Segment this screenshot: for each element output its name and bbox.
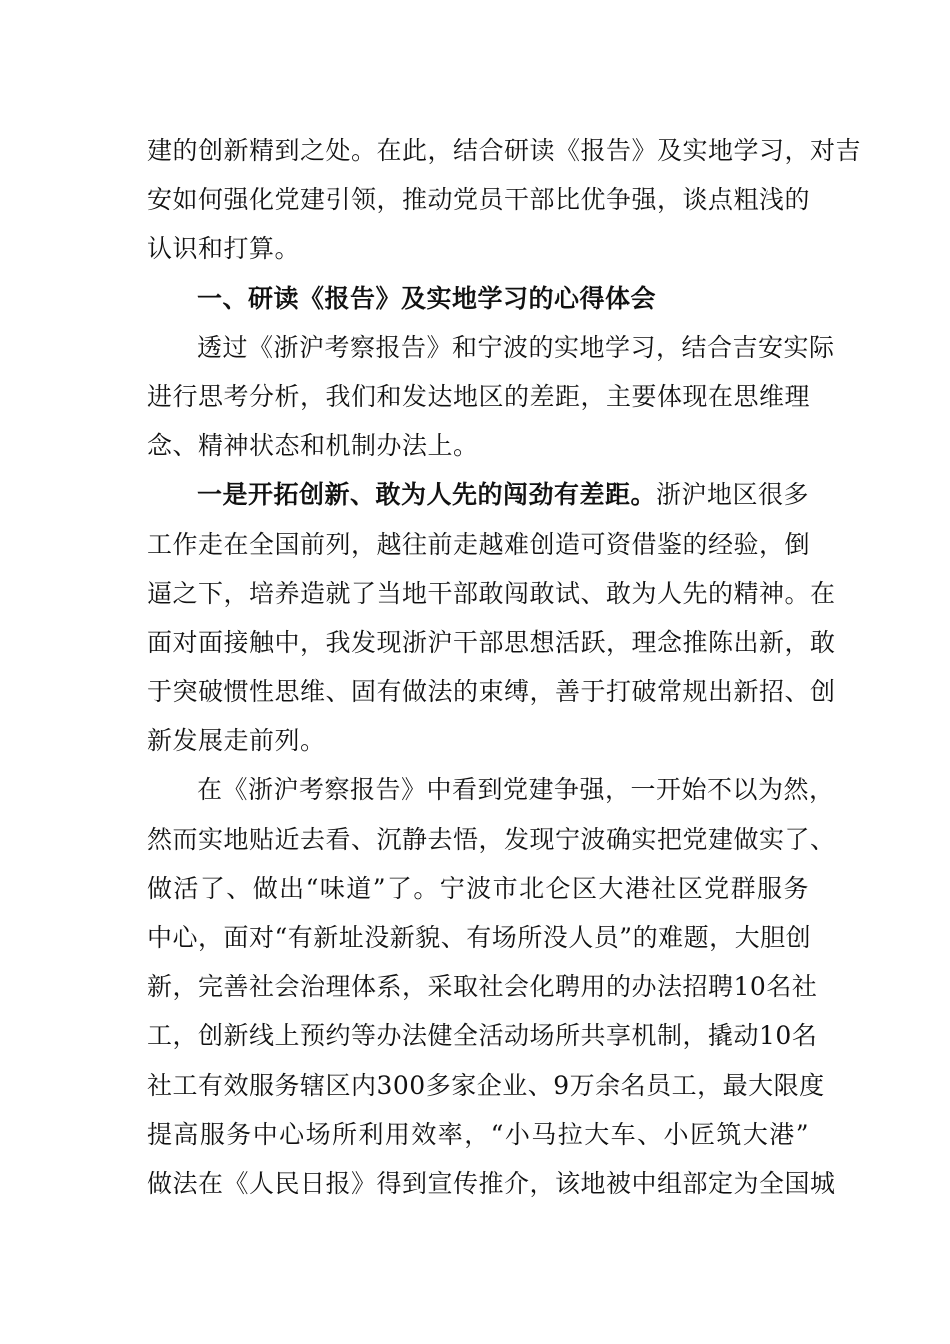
text-line: 做法在《人民日报》得到宣传推介，该地被中组部定为全国城 — [147, 1168, 836, 1198]
text-line: 提高服务中心场所利用效率，“小马拉大车、小匠筑大港” — [147, 1119, 809, 1149]
paragraph-innovation — [147, 470, 836, 765]
text-line — [147, 470, 809, 519]
text-line: 在《浙沪考察报告》中看到党建争强，一开始不以为然， — [197, 775, 835, 805]
text-line: 于突破惯性思维、固有做法的束缚，善于打破常规出新招、创 — [147, 677, 836, 707]
text-line: 新发展走前列。 — [147, 726, 326, 756]
text-line: 念、精神状态和机制办法上。 — [147, 431, 479, 461]
paragraph-intro — [147, 126, 862, 274]
text-line: 中心，面对“有新址没新貌、有场所没人员”的难题，大胆创 — [147, 923, 812, 952]
section-heading: 一、研读《报告》及实地学习的心得体会 — [197, 283, 657, 313]
text-line: 面对面接触中，我发现浙沪干部思想活跃，理念推陈出新，敢 — [147, 627, 836, 657]
text-line: 工，创新线上预约等办法健全活动场所共享机制，撬动10名 — [147, 1021, 818, 1051]
text-line: 工作走在全国前列，越往前走越难创造可资借鉴的经验，倒 — [147, 529, 811, 559]
text-line: 建的创新精到之处。在此，结合研读《报告》及实地学习，对吉 — [147, 136, 862, 165]
text-line: 新，完善社会治理体系，采取社会化聘用的办法招聘10名社 — [147, 972, 818, 1002]
text-line: 透过《浙沪考察报告》和宁波的实地学习，结合吉安实际 — [197, 332, 835, 362]
text-line: 进行思考分析，我们和发达地区的差距，主要体现在思维理 — [147, 381, 811, 411]
paragraph-summary — [147, 323, 835, 471]
text-line: 安如何强化党建引领，推动党员干部比优争强，谈点粗浅的 — [147, 185, 811, 215]
bold-lead-text: 一是开拓创新、敢为人先的闯劲有差距。 — [197, 480, 657, 510]
text-line: 逼之下，培养造就了当地干部敢闯敢试、敢为人先的精神。在 — [147, 578, 836, 608]
text-line: 然而实地贴近去看、沉静去悟，发现宁波确实把党建做实了、 — [147, 824, 836, 854]
text-line: 社工有效服务辖区内300多家企业、9万余名员工，最大限度 — [147, 1070, 825, 1100]
document-page — [147, 126, 862, 1208]
lead-rest-text: 浙沪地区很多 — [656, 480, 810, 510]
text-line: 做活了、做出“味道”了。宁波市北仑区大港社区党群服务 — [147, 873, 809, 903]
paragraph-party-building — [147, 765, 836, 1208]
text-line: 认识和打算。 — [147, 234, 301, 264]
